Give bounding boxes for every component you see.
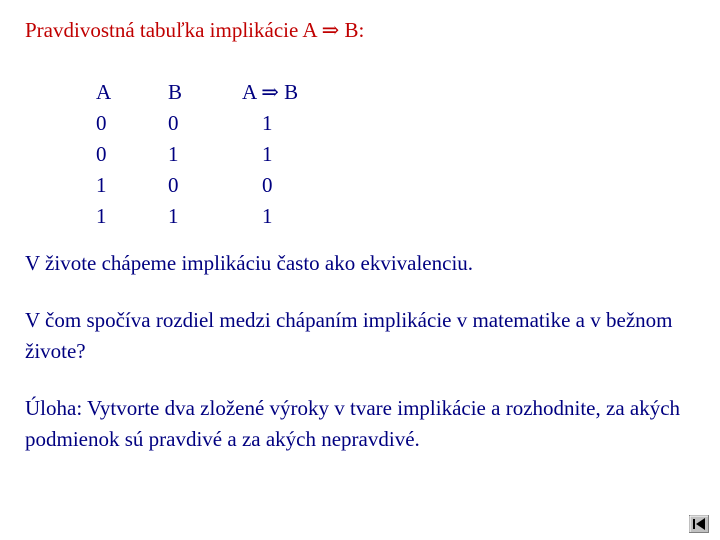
table-cell: 0 [96,111,107,135]
table-cell: 1 [262,111,273,135]
table-header-a: A [96,80,112,104]
slide-title: Pravdivostná tabuľka implikácie A ⇒ B: [25,18,365,42]
table-cell: 0 [168,111,179,135]
truth-table-column-implication [242,77,298,232]
table-cell: 1 [262,142,273,166]
table-cell: 1 [262,204,273,228]
table-cell: 0 [96,142,107,166]
paragraph-question: V čom spočíva rozdiel medzi chápaním implikácie v matematike a v bežnom živote? [25,308,673,363]
table-cell: 1 [168,142,179,166]
paragraph-task: Úloha: Vytvorte dva zložené výroky v tvare implikácie a rozhodnite, za akých podmienok sú pravdivé a za akých nepravdivé. [25,396,681,451]
truth-table-column-a [96,77,111,232]
table-cell: 0 [262,173,273,197]
return-to-start-icon[interactable] [689,515,709,533]
table-header-b: B [168,80,183,104]
paragraph-everyday-life: V živote chápeme implikáciu často ako ekvivalenciu. [25,251,474,275]
truth-table-column-b [168,77,182,232]
table-cell: 1 [168,204,179,228]
table-cell: 1 [96,204,107,228]
table-cell: 1 [96,173,107,197]
table-cell: 0 [168,173,179,197]
table-header-implication: A ⇒ B [242,80,299,104]
